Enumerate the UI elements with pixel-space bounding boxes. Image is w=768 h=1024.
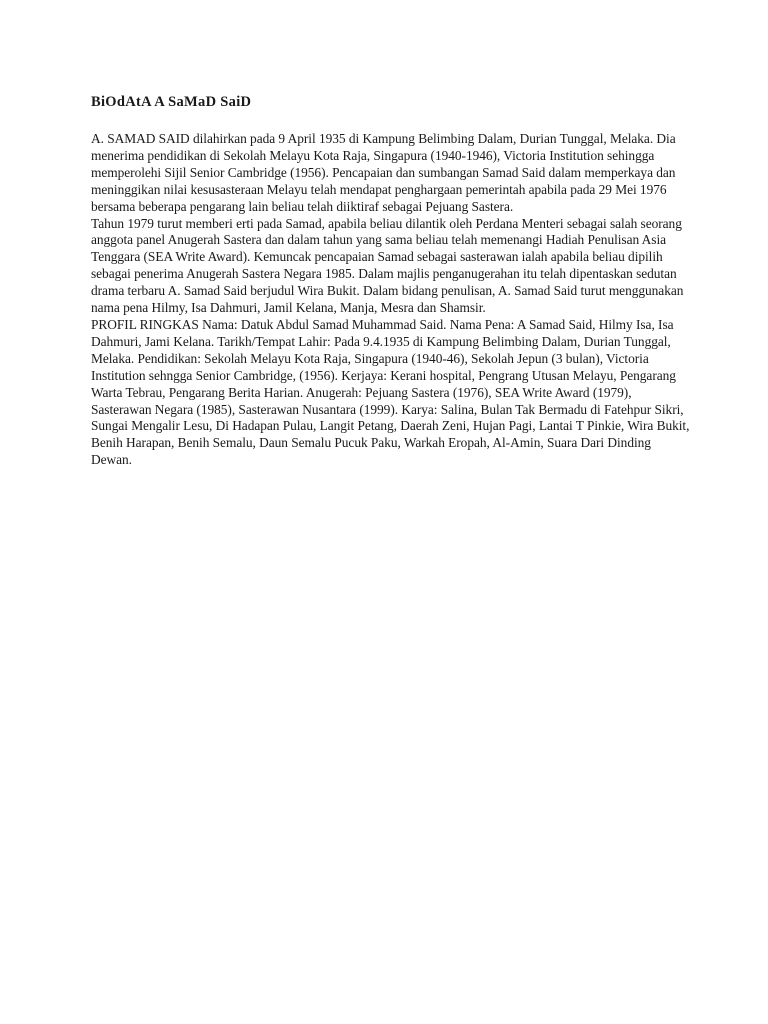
paragraph-biography-intro: A. SAMAD SAID dilahirkan pada 9 April 1935 di Kampung Belimbing Dalam, Durian Tunggal, Melaka. Dia menerima pendidikan di Sekolah Melayu Kota Raja, Singapura (1940-1946), Victoria Institution sehingga memperolehi Sijil Senior Cambridge (1956). Pencapaian dan sumbangan Samad Said dalam memperkaya dan meninggikan nilai kesusasteraan Melayu telah mendapat penghargaan pemerintah apabila pada 29 Mei 1976 bersama beberapa pengarang lain beliau telah diiktiraf sebagai Pejuang Sastera. xyxy=(91,131,676,214)
paragraph-awards: Tahun 1979 turut memberi erti pada Samad, apabila beliau dilantik oleh Perdana Menteri sebagai salah seorang anggota panel Anugerah Sastera dan dalam tahun yang sama beliau telah memenangi Hadiah Penulisan Asia Tenggara (SEA Write Award). Kemuncak pencapaian Samad sebagai sasterawan ialah apabila beliau dipilih sebagai penerima Anugerah Sastera Negara 1985. Dalam majlis penganugerahan itu telah dipentaskan sedutan drama terbaru A. Samad Said berjudul Wira Bukit. Dalam bidang penulisan, A. Samad Said turut menggunakan nama pena Hilmy, Isa Dahmuri, Jamil Kelana, Manja, Mesra dan Shamsir. xyxy=(91,215,684,316)
paragraph-profile-summary: PROFIL RINGKAS Nama: Datuk Abdul Samad Muhammad Said. Nama Pena: A Samad Said, Hilmy Isa, Isa Dahmuri, Jami Kelana. Tarikh/Tempat Lahir: Pada 9.4.1935 di Kampung Belimbing Dalam, Durian Tunggal, Melaka. Pendidikan: Sekolah Melayu Kota Raja, Singapura (1940-46), Sekolah Jepun (3 bulan), Victoria Institution sehngga Senior Cambridge, (1956). Kerjaya: Kerani hospital, Pengrang Utusan Melayu, Pengarang Warta Tebrau, Pengarang Berita Harian. Anugerah: Pejuang Sastera (1976), SEA Write Award (1979), Sasterawan Negara (1985), Sasterawan Nusantara (1999). Karya: Salina, Bulan Tak Bermadu di Fatehpur Sikri, Sungai Mengalir Lesu, Di Hadapan Pulau, Langit Petang, Daerah Zeni, Hujan Pagi, Lantai T Pinkie, Wira Bukit, Benih Harapan, Benih Semalu, Daun Semalu Pucuk Paku, Warkah Eropah, Al-Amin, Suara Dari Dinding Dewan. xyxy=(91,316,690,468)
document-title: BiOdAtA A SaMaD SaiD xyxy=(91,94,252,110)
document-body xyxy=(91,93,691,469)
